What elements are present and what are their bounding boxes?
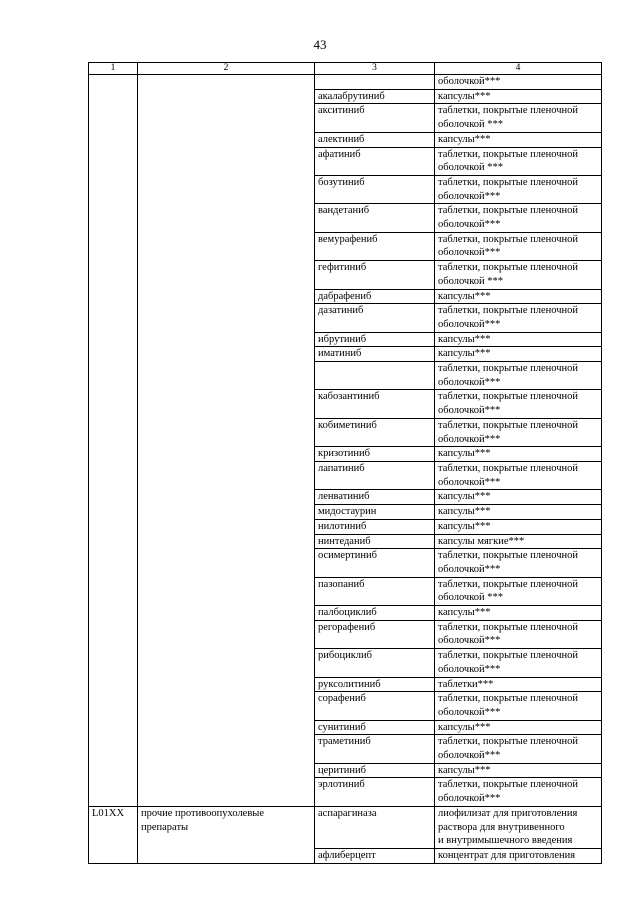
dosage-form-cell: [435, 677, 602, 692]
dosage-form-cell: [435, 505, 602, 520]
substance-cell: [315, 720, 435, 735]
column-number-1: 1: [89, 63, 138, 75]
dosage-form-cell: [435, 461, 602, 489]
substance-cell-text: сорафениб: [318, 693, 366, 705]
substance-cell-text: аспарагиназа: [318, 807, 377, 819]
substance-cell-text: акалабрутиниб: [318, 90, 385, 102]
dosage-form-cell-text: капсулы***: [438, 764, 491, 776]
dosage-form-cell: [435, 304, 602, 332]
dosage-form-cell: [435, 332, 602, 347]
substance-cell-text: алектиниб: [318, 133, 365, 145]
substance-cell-text: гефитиниб: [318, 262, 367, 274]
dosage-form-cell-text: таблетки, покрытые пленочной оболочкой ***: [438, 262, 579, 287]
substance-cell-text: кризотиниб: [318, 448, 370, 460]
dosage-form-cell: [435, 519, 602, 534]
substance-cell: [315, 534, 435, 549]
substance-cell: [315, 447, 435, 462]
substance-cell-text: афатиниб: [318, 148, 361, 160]
page-number: 43: [313, 37, 327, 52]
substance-cell: [315, 577, 435, 605]
dosage-form-cell: [435, 549, 602, 577]
dosage-form-cell: [435, 577, 602, 605]
dosage-form-cell: [435, 89, 602, 104]
substance-cell: [315, 848, 435, 863]
dosage-form-cell: [435, 447, 602, 462]
substance-cell: [315, 620, 435, 648]
dosage-form-cell-text: таблетки, покрытые пленочной оболочкой***: [438, 736, 579, 762]
substance-cell-text: дазатиниб: [318, 305, 364, 317]
substance-cell-text: регорафениб: [318, 621, 376, 633]
substance-cell: [315, 304, 435, 332]
dosage-form-cell: [435, 534, 602, 549]
substance-cell: [315, 104, 435, 132]
substance-cell: [315, 519, 435, 534]
dosage-form-cell-text: таблетки, покрытые пленочной оболочкой***: [438, 205, 579, 231]
dosage-form-cell-text: капсулы***: [438, 133, 491, 145]
atc-code-cell: [89, 75, 138, 807]
dosage-form-cell-text: концентрат для приготовления: [438, 849, 576, 861]
dosage-form-cell-text: таблетки, покрытые пленочной оболочкой***: [438, 176, 579, 202]
substance-cell-text: вемурафениб: [318, 233, 378, 245]
dosage-form-cell-text: таблетки, покрытые пленочной оболочкой***: [438, 391, 579, 417]
substance-cell-text: мидостаурин: [318, 506, 377, 518]
dosage-form-cell-text: капсулы***: [438, 348, 491, 360]
substance-cell: [315, 175, 435, 203]
dosage-form-cell-text: капсулы***: [438, 607, 491, 619]
substance-cell-text: бозутиниб: [318, 176, 365, 188]
dosage-form-cell: [435, 848, 602, 863]
dosage-form-cell-text: таблетки, покрытые пленочной оболочкой***: [438, 693, 579, 718]
substance-cell-text: эрлотиниб: [318, 779, 365, 791]
dosage-form-cell: [435, 104, 602, 132]
substance-cell: [315, 75, 435, 90]
dosage-form-cell-text: капсулы***: [438, 90, 491, 102]
substance-cell-text: ленватиниб: [318, 491, 370, 503]
dosage-form-cell-text: таблетки, покрытые пленочной оболочкой***: [438, 305, 579, 330]
dosage-form-cell-text: таблетки, покрытые пленочной оболочкой ***: [438, 148, 579, 174]
dosage-form-cell: [435, 649, 602, 677]
column-number-row: [89, 63, 602, 75]
dosage-form-cell: [435, 261, 602, 289]
substance-cell-text: кабозантиниб: [318, 391, 380, 403]
dosage-form-cell-text: капсулы***: [438, 491, 491, 503]
column-number-4: 4: [435, 63, 602, 75]
substance-cell: [315, 332, 435, 347]
dosage-form-cell: [435, 347, 602, 362]
substance-cell: [315, 347, 435, 362]
substance-cell-text: афлиберцепт: [318, 849, 376, 861]
substance-cell: [315, 735, 435, 763]
dosage-form-cell: [435, 418, 602, 446]
dosage-form-cell: [435, 778, 602, 806]
dosage-form-cell: [435, 735, 602, 763]
dosage-form-cell-text: оболочкой***: [438, 76, 501, 87]
dosage-form-cell: [435, 490, 602, 505]
substance-cell: [315, 261, 435, 289]
dosage-form-cell-text: таблетки, покрытые пленочной оболочкой***: [438, 419, 579, 445]
dosage-form-cell-text: капсулы***: [438, 506, 491, 518]
atc-code-cell-text: L01XX: [92, 807, 125, 819]
dosage-form-cell-text: таблетки, покрытые пленочной оболочкой***: [438, 233, 579, 259]
dosage-form-cell: [435, 132, 602, 147]
table-row: [89, 806, 602, 848]
substance-cell: [315, 763, 435, 778]
dosage-form-cell: [435, 763, 602, 778]
dosage-form-cell-text: таблетки, покрытые пленочной оболочкой***: [438, 621, 579, 647]
dosage-form-cell-text: таблетки, покрытые пленочной оболочкой***: [438, 550, 579, 575]
dosage-form-cell-text: капсулы***: [438, 448, 491, 460]
substance-cell-text: лапатиниб: [318, 462, 365, 474]
dosage-form-cell: [435, 147, 602, 175]
dosage-form-cell: [435, 620, 602, 648]
substance-cell: [315, 461, 435, 489]
dosage-form-cell-text: таблетки, покрытые пленочной оболочкой***: [438, 779, 579, 805]
dosage-form-cell-text: таблетки, покрытые пленочной оболочкой ***: [438, 105, 579, 131]
substance-cell: [315, 132, 435, 147]
substance-cell: [315, 490, 435, 505]
substance-cell-text: иматиниб: [318, 348, 362, 360]
substance-cell: [315, 649, 435, 677]
substance-cell-text: руксолитиниб: [318, 678, 381, 690]
substance-cell-text: рибоциклиб: [318, 650, 373, 662]
substance-cell: [315, 806, 435, 848]
substance-cell: [315, 147, 435, 175]
dosage-form-cell-text: капсулы***: [438, 520, 491, 532]
dosage-form-cell: [435, 806, 602, 848]
substance-cell-text: пазопаниб: [318, 578, 365, 590]
column-number-2: 2: [138, 63, 315, 75]
substance-cell: [315, 390, 435, 418]
dosage-form-cell: [435, 692, 602, 720]
dosage-form-cell: [435, 204, 602, 232]
dosage-form-cell: [435, 390, 602, 418]
dosage-form-cell: [435, 75, 602, 90]
dosage-form-cell-text: таблетки, покрытые пленочной оболочкой ***: [438, 578, 579, 604]
dosage-form-cell-text: капсулы***: [438, 333, 491, 345]
substance-cell-text: палбоциклиб: [318, 607, 377, 619]
medication-table: [88, 62, 602, 864]
dosage-form-cell-text: таблетки, покрытые пленочной оболочкой***: [438, 363, 579, 388]
dosage-form-cell-text: капсулы мягкие***: [438, 535, 525, 547]
substance-cell: [315, 549, 435, 577]
dosage-form-cell: [435, 606, 602, 621]
column-number-3: 3: [315, 63, 435, 75]
dosage-form-cell: [435, 289, 602, 304]
dosage-form-cell: [435, 232, 602, 260]
substance-cell-text: акситиниб: [318, 105, 365, 117]
substance-cell: [315, 778, 435, 806]
substance-cell: [315, 677, 435, 692]
dosage-form-cell: [435, 175, 602, 203]
substance-cell: [315, 232, 435, 260]
dosage-form-cell-text: таблетки, покрытые пленочной оболочкой***: [438, 650, 579, 675]
atc-group-cell-text: прочие противоопухолевые препараты: [141, 807, 265, 833]
dosage-form-cell-text: капсулы***: [438, 290, 491, 302]
atc-code-cell: [89, 806, 138, 863]
substance-cell-text: вандетаниб: [318, 205, 370, 217]
substance-cell-text: траметиниб: [318, 736, 371, 748]
substance-cell-text: сунитиниб: [318, 721, 366, 733]
dosage-form-cell-text: таблетки***: [438, 678, 494, 690]
dosage-form-cell-text: таблетки, покрытые пленочной оболочкой***: [438, 462, 579, 488]
atc-group-cell: [138, 75, 315, 807]
substance-cell-text: кобиметиниб: [318, 419, 377, 431]
substance-cell-text: нилотиниб: [318, 520, 367, 532]
dosage-form-cell-text: лиофилизат для приготовления раствора для внутривенного и внутримышечного введения: [438, 807, 578, 847]
substance-cell-text: нинтеданиб: [318, 535, 371, 547]
dosage-form-cell-text: капсулы***: [438, 721, 491, 733]
dosage-form-cell: [435, 720, 602, 735]
table-row: [89, 75, 602, 90]
substance-cell: [315, 362, 435, 390]
substance-cell-text: дабрафениб: [318, 290, 372, 302]
substance-cell: [315, 289, 435, 304]
substance-cell: [315, 89, 435, 104]
substance-cell: [315, 505, 435, 520]
atc-group-cell: [138, 806, 315, 863]
substance-cell: [315, 606, 435, 621]
substance-cell: [315, 692, 435, 720]
substance-cell: [315, 204, 435, 232]
dosage-form-cell: [435, 362, 602, 390]
substance-cell-text: ибрутиниб: [318, 333, 367, 345]
substance-cell-text: осимертиниб: [318, 550, 377, 562]
substance-cell-text: церитиниб: [318, 764, 366, 776]
substance-cell: [315, 418, 435, 446]
